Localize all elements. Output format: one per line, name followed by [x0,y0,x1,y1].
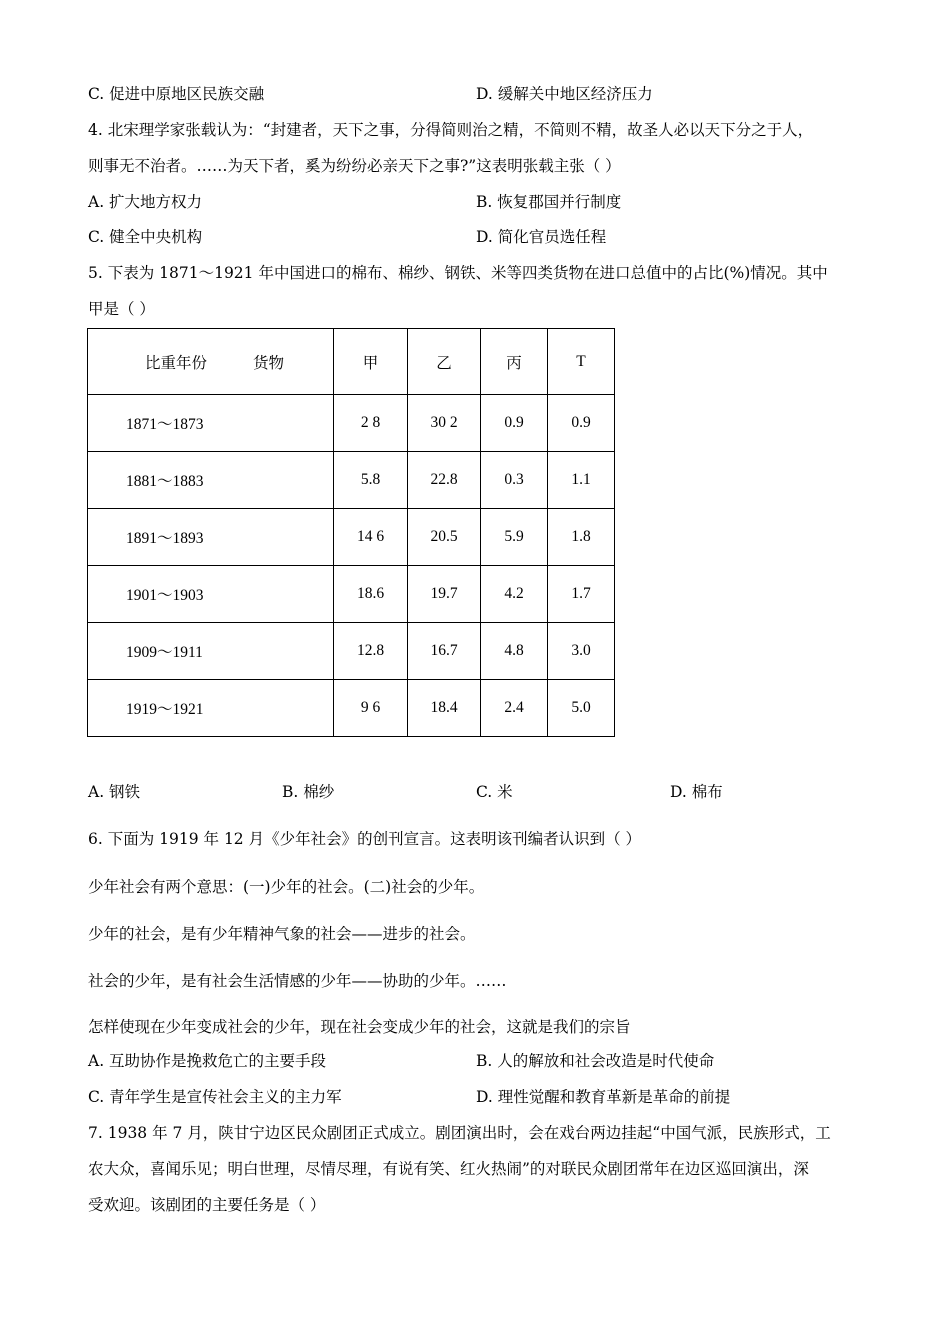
q4-stem-line1: 4. 北宋理学家张载认为：“封建者，天下之事，分得简则治之精，不简则不精，故圣人必以天下分之于人， [88,121,814,139]
q5-option-b: B. 棉纱 [282,783,335,801]
q6-option-a: A. 互助协作是挽救危亡的主要手段 [88,1052,327,1070]
cell-jia: 9 6 [334,680,408,737]
table-row [88,623,615,680]
cell-yi: 19.7 [408,566,481,623]
row-year: 1891～1893 [88,509,334,566]
table-header-row [88,329,615,395]
cell-bing: 0.3 [481,452,548,509]
q5-option-a: A. 钢铁 [88,783,141,801]
cell-jia: 2 8 [334,395,408,452]
q6-quote-3: 社会的少年，是有社会生活情感的少年——协助的少年。…… [88,972,507,990]
row-year: 1901～1903 [88,566,334,623]
q4-option-c: C. 健全中央机构 [88,228,203,246]
cell-jia: 12.8 [334,623,408,680]
table-row [88,452,615,509]
cell-bing: 4.8 [481,623,548,680]
cell-t: 1.8 [548,509,615,566]
q6-quote-2: 少年的社会，是有少年精神气象的社会——进步的社会。 [88,925,476,943]
cell-t: 3.0 [548,623,615,680]
column-header-jia: 甲 [334,329,408,395]
q5-stem-line1: 5. 下表为 1871～1921 年中国进口的棉布、棉纱、钢铁、米等四类货物在进口总值中的占比(%)情况。其中 [88,264,828,282]
q3-option-d: D. 缓解关中地区经济压力 [476,85,653,103]
cell-yi: 20.5 [408,509,481,566]
q5-stem-line2: 甲是（ ） [88,300,155,318]
cell-bing: 5.9 [481,509,548,566]
row-year: 1881～1883 [88,452,334,509]
q3-option-c: C. 促进中原地区民族交融 [88,85,265,103]
q4-option-d: D. 简化官员选任程 [476,228,607,246]
q6-stem: 6. 下面为 1919 年 12 月《少年社会》的创刊宣言。这表明该刊编者认识到（ ） [88,830,642,848]
cell-yi: 30 2 [408,395,481,452]
q7-stem-line1: 7. 1938 年 7 月，陕甘宁边区民众剧团正式成立。剧团演出时，会在戏台两边挂起“中国气派，民族形式，工 [88,1124,831,1142]
column-header-t: T [548,329,615,395]
column-header-bing: 丙 [481,329,548,395]
cell-jia: 5.8 [334,452,408,509]
cell-bing: 4.2 [481,566,548,623]
q4-option-a: A. 扩大地方权力 [88,193,203,211]
cell-yi: 16.7 [408,623,481,680]
cell-t: 5.0 [548,680,615,737]
cell-t: 1.7 [548,566,615,623]
q6-option-d: D. 理性觉醒和教育革新是革命的前提 [476,1088,731,1106]
q6-quote-4: 怎样使现在少年变成社会的少年，现在社会变成少年的社会，这就是我们的宗旨 [88,1018,631,1036]
table-header-corner [88,329,334,395]
table-row [88,509,615,566]
cell-bing: 2.4 [481,680,548,737]
q7-stem-line2: 农大众，喜闻乐见；明白世理，尽情尽理，有说有笑、红火热闹”的对联民众剧团常年在边区巡回演出，深 [88,1160,809,1178]
column-header-yi: 乙 [408,329,481,395]
import-share-table [87,328,615,737]
q6-option-b: B. 人的解放和社会改造是时代使命 [476,1052,715,1070]
q4-stem-line2: 则事无不治者。……为天下者，奚为纷纷必亲天下之事?”这表明张载主张（ ） [88,157,621,175]
table-row [88,566,615,623]
row-year: 1909～1911 [88,623,334,680]
header-year-label: 比重年份 [145,355,208,372]
row-year: 1871～1873 [88,395,334,452]
cell-jia: 18.6 [334,566,408,623]
cell-t: 1.1 [548,452,615,509]
q6-option-c: C. 青年学生是宣传社会主义的主力军 [88,1088,342,1106]
q6-quote-1: 少年社会有两个意思：(一)少年的社会。(二)社会的少年。 [88,878,485,896]
q5-option-d: D. 棉布 [670,783,723,801]
q7-stem-line3: 受欢迎。该剧团的主要任务是（ ） [88,1196,326,1214]
q4-option-b: B. 恢复郡国并行制度 [476,193,622,211]
cell-yi: 18.4 [408,680,481,737]
table-row [88,680,615,737]
header-goods-label: 货物 [253,355,285,372]
cell-jia: 14 6 [334,509,408,566]
cell-bing: 0.9 [481,395,548,452]
table-row [88,395,615,452]
cell-t: 0.9 [548,395,615,452]
cell-yi: 22.8 [408,452,481,509]
row-year: 1919～1921 [88,680,334,737]
q5-option-c: C. 米 [476,783,513,801]
